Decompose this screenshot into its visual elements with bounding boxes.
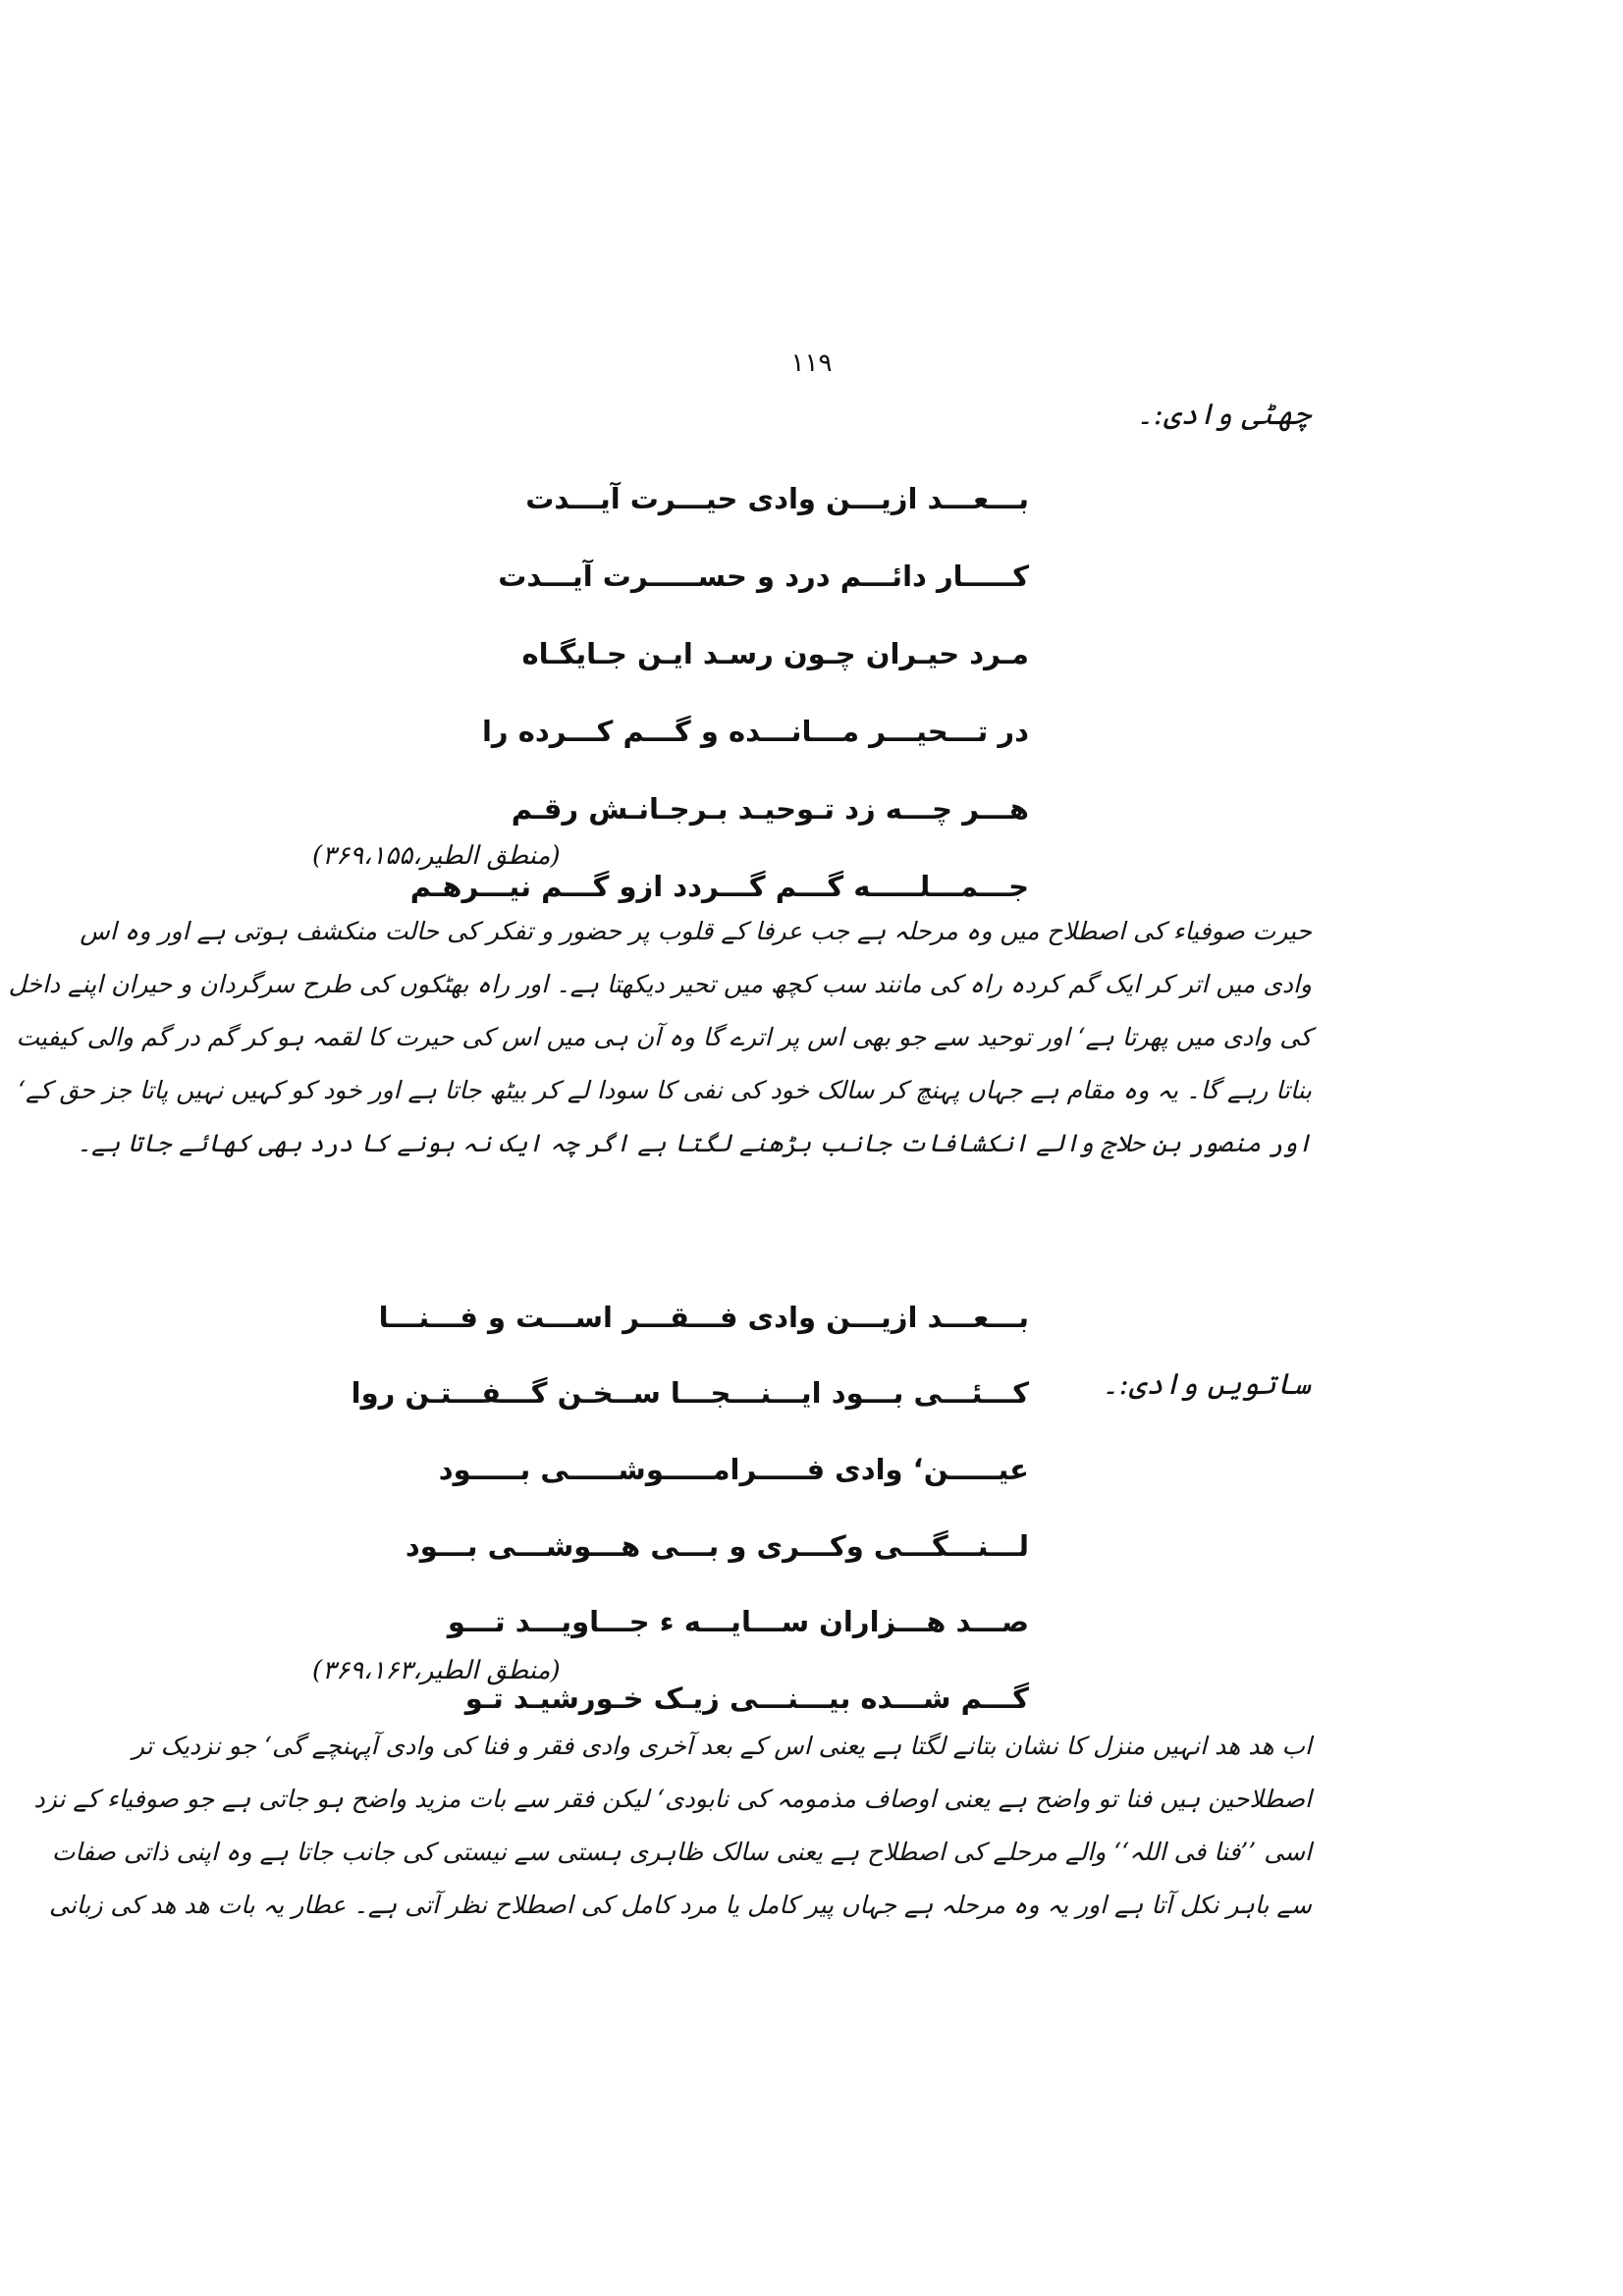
verse-line: کـــئـــی بـــود ایـــنـــجـــا ســخـن گـــفـــتـن روا [351,1376,1029,1411]
paragraph-line: اسی ’’فنا فی اللہ‘‘ والے مرحلے کی اصطلاح ہے یعنی سالک ظاہری ہستی سے نیستی کی جانب جاتا ہے وہ اپنی ذاتی صفات [51,1838,1312,1866]
verse-line: عیـــــن‘ وادی فـــــرامـــــوشـــــی بـــــود [438,1452,1029,1486]
section-heading-seventh-valley: ساتویں وادی:۔ [1101,1367,1311,1402]
paragraph-line: وادی میں اتر کر ایک گم کردہ راہ کی مانند سب کچھ میں تحیر دیکھتا ہے۔ اور راہ بھٹکوں کی طرح سرگردان و حیران اپنے داخل [8,970,1312,998]
paragraph-line: حیرت صوفیاء کی اصطلاح میں وہ مرحلہ ہے جب عرفا کے قلوب پر حضور و تفکر کی حالت منکشف ہوتی ہے اور وہ اس [80,917,1312,945]
verse-line: صـــد هـــزاران ســـایـــه ء جـــاویـــد تـــو [447,1605,1029,1639]
citation-seventh-valley: (منطق الطیر،۳۶۹،۱۶۳) [312,1656,561,1685]
page-number: ۱۱۹ [790,348,833,378]
verse-line: هـــر چـــه زد تـوحیـد بـرجـانـش رقـم [511,791,1029,826]
paragraph-line: اور منصور بن حلاج والے انکشافات جانب بڑھنے لگتا ہے اگر چہ ایک نہ ہونے کا درد بھی کھائے جاتا ہے۔ [77,1129,1312,1157]
paragraph-line: اصطلاحین ہیں فنا تو واضح ہے یعنی اوصاف مذمومہ کی نابودی‘ لیکن فقر سے بات مزید واضح ہو جاتی ہے جو صوفیاء کے نزد [33,1785,1312,1813]
citation-sixth-valley: (منطق الطیر،۳۶۹،۱۵۵) [312,841,561,871]
verse-line: مـرد حیـران چـون رسـد ایـن جـایگـاه [521,636,1029,670]
verse-line: جـــمـــلـــــه گـــم گـــردد ازو گـــم نیـــرهـم [409,869,1029,903]
paragraph-sixth-valley [8,905,1312,1170]
paragraph-line: کی وادی میں پھرتا ہے‘ اور توحید سے جو بھی اس پر اترے گا وہ آن ہی میں اس کی حیرت کا لقمہ ہو کر گم در گم والی کیفیت [16,1023,1312,1051]
verse-line: کـــــار دائـــم درد و حســـــرت آیـــدت [498,559,1029,593]
paragraph-line: اب ھد ھد انہیں منزل کا نشان بتانے لگتا ہے یعنی اس کے بعد آخری وادی فقر و فنا کی وادی آپہنچے گی‘ جو نزدیک تر [132,1732,1312,1760]
verse-line: در تـــحیـــر مـــانـــده و گـــم کـــرده را [481,714,1029,748]
paragraph-line: بناتا رہے گا۔ یہ وہ مقام ہے جہاں پہنچ کر سالک خود کی نفی کا سودا لے کر بیٹھ جاتا ہے اور خود کو کہیں نہیں پاتا جز حق کے‘ [18,1076,1312,1104]
verse-line: گـــم شـــده بیـــنـــی زیـک خـورشیـد تـو [464,1681,1029,1715]
paragraph-line: سے باہر نکل آتا ہے اور یہ وہ مرحلہ ہے جہاں پیر کامل یا مرد کامل کی اصطلاح نظر آتی ہے۔ عطار یہ بات ھد ھد کی زبانی [49,1891,1312,1919]
verse-line: بـــعـــد ازیـــن وادی حیـــرت آیـــدت [525,481,1029,515]
paragraph-seventh-valley [33,1720,1312,1932]
verse-line: بـــعـــد ازیـــن وادی فـــقـــر اســـت و فـــنـــا [378,1300,1029,1334]
verse-line: لـــنـــگـــی وکـــری و بـــی هـــوشـــی بـــود [405,1528,1029,1563]
section-heading-sixth-valley: چھٹی وادی:۔ [1136,398,1311,432]
